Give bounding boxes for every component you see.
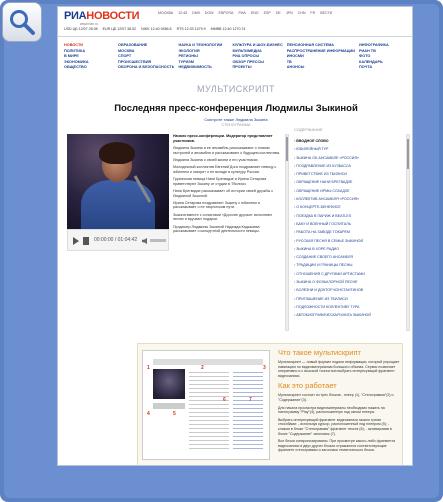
help-heading-how: Как это работает — [278, 381, 337, 391]
stop-icon[interactable] — [83, 237, 89, 245]
ticker-item[interactable]: CHN — [297, 11, 306, 15]
callout-3: 3 — [263, 365, 266, 371]
ticker-item[interactable]: ВЕСТИ — [320, 11, 333, 15]
contents-panel — [294, 127, 406, 337]
contents-item[interactable]: • ЗЫКИНА В ХОРЕ РАДИО — [294, 245, 406, 253]
volume-slider[interactable] — [150, 239, 166, 242]
currency-ticker — [64, 27, 409, 31]
nav-link[interactable]: КАЛЕНДАРЬ — [359, 59, 383, 64]
help-heading-what: Что такое мультискрипт — [278, 348, 361, 357]
ticker-item: МОСКВА — [158, 11, 174, 15]
play-icon[interactable] — [73, 237, 79, 245]
rate-item: RTS 12:33 1479.9 — [176, 27, 206, 31]
nav-link[interactable]: ЭКОЛОГИЯ — [178, 48, 200, 53]
logo-url: www.rian.ru — [80, 22, 99, 26]
language-bar — [158, 11, 408, 15]
transcript-paragraph[interactable]: Начало пресс-конференции. Модератор представляет участников. — [173, 134, 273, 143]
shot-title-bar — [153, 359, 263, 365]
transcript-paragraph[interactable]: Ирина Сетарова поздравляет Зыкину с юбилеем и рассказывает о ее творческом пути. — [173, 200, 260, 210]
nav-link[interactable]: КУЛЬТУРА И ШОУ-БИЗНЕС — [232, 43, 283, 47]
nav-link[interactable]: ОБОРОНА И БЕЗОПАСНОСТЬ — [118, 65, 175, 70]
nav-link[interactable]: ОБЩЕСТВО — [64, 65, 87, 70]
transcript-label: СТЕНОГРАММА — [221, 123, 251, 127]
ticker-item[interactable]: ENG — [250, 11, 259, 15]
contents-heading: СОДЕРЖАНИЕ — [294, 127, 323, 132]
nav-link[interactable]: ИНФОГРАФИКА — [359, 43, 389, 47]
rate-item: EUR ЦБ 12/07 38.52 — [102, 27, 137, 31]
section-title: МУЛЬТИСКРИПТ — [197, 84, 275, 94]
contents-item[interactable]: • ЗЫКИНА О ФОЛЬКЛОРНОЙ ПЕСНЕ — [294, 278, 406, 286]
ticker-item[interactable]: JPN — [285, 11, 293, 15]
ticker-item[interactable]: FR — [310, 11, 316, 15]
contents-item[interactable]: • ОБРАЩЕНИЕ НАНИ БРЕГВАДЗЕ — [294, 178, 406, 186]
callout-7: 7 — [249, 397, 252, 403]
ticker-item[interactable]: DOW — [204, 11, 214, 15]
transcript-text[interactable] — [173, 134, 283, 331]
nav-link[interactable]: ПРОЕКТЫ — [232, 65, 252, 70]
contents-item[interactable]: • ПОЕЗДКА В ПАРИЖ И BEATLES — [294, 212, 406, 220]
nav-link[interactable]: ПОЛИТИКА — [64, 48, 86, 53]
transcript-paragraph[interactable]: Нани Брегвадзе рассказывает об истории своей дружбы с Людмилой Зыкиной. — [173, 188, 274, 198]
shot-video — [153, 369, 185, 399]
contents-item[interactable]: • ТРАДИЦИИ И ГРАНИЦЫ ПЕСНЫ — [294, 261, 406, 269]
contents-item[interactable]: • ВВОДНОЕ СЛОВО — [294, 137, 406, 145]
contents-item[interactable]: • ПОЗДРАВЛЕНИЕ ИЗ КУЗБАССА — [294, 162, 406, 170]
nav-link[interactable]: ПРОИСШЕСТВИЯ — [118, 59, 152, 64]
player-controls — [67, 229, 169, 251]
help-text — [278, 348, 400, 464]
help-paragraph: Все блоки синхронизированы. При просмотре какого-либо фрагмента видеозаписи в двух других блоках отражаются соответствующие фрагмент стенограммы и заголовок тематического блока. — [278, 439, 395, 453]
help-paragraph: Мультискрипт состоит из трех блоков - плеер (1), "Стенограмма"(2) и "Содержание"(3). — [278, 393, 394, 402]
contents-item[interactable]: • КОЛЛЕКТИВ АНСАМБЛЯ «РОССИЯ» — [294, 195, 406, 203]
callout-5: 5 — [173, 411, 176, 417]
contents-item[interactable]: • БАКУ И ВОЕННЫЙ ГОСПИТАЛЬ — [294, 220, 406, 228]
ticker-item[interactable]: РИА — [238, 11, 246, 15]
help-paragraph: Выбрать интересующий фрагмент видеозаписи можно тремя способами: - используя курсор, расположенный под плеером (5); - кликом в блоке "Стенограмма" фрагмент текста (6); - активировав в блоке "Содержание" заголовок (7). — [278, 417, 392, 436]
nav-link[interactable]: В МИРЕ — [64, 54, 79, 59]
shot-transcript — [189, 369, 229, 449]
article-title: Последняя пресс-конференция Людмилы Зыкиной — [114, 103, 358, 114]
transcript-paragraph[interactable]: Молодежный коллектив Евгений Дога поздравляет певицу с юбилеем и говорит о ее вкладе в культуру России. — [173, 165, 277, 174]
nav-link[interactable]: МУЛЬТИМЕДИА — [232, 48, 262, 53]
transcript-paragraph[interactable]: Зыкина вместе с солистами «Дорогие друзья» исполняют песню и вручают подарки. — [173, 212, 273, 222]
contents-item[interactable]: • АВТОБИОГРАФИЧЕСКАЯ КНИГА ЗЫКИНОЙ — [294, 311, 406, 319]
callout-2: 2 — [201, 365, 204, 371]
related-link[interactable]: Смотрите также Людмила Зыкина — [204, 117, 268, 122]
magnifier-icon — [8, 8, 36, 36]
nav-link[interactable]: ОБЗОР ПРЕССЫ — [232, 59, 264, 64]
nav-column — [118, 43, 174, 81]
nav-link[interactable]: СПОРТ — [118, 54, 132, 59]
nav-link[interactable]: НЕДВИЖИМОСТЬ — [178, 65, 212, 70]
rate-item: MMBB 12:40 1270.74 — [210, 27, 246, 31]
nav-link[interactable]: РИА ОПРОСЫ — [232, 54, 260, 59]
main-navigation — [64, 43, 409, 81]
transcript-paragraph[interactable]: Грузинская певица Нани Брегвадзе и Ирина Сетарова приветствуют Зыкину от студии в Тбилиси. — [173, 176, 267, 186]
ticker-item[interactable]: ESP — [263, 11, 271, 15]
nav-column — [287, 43, 355, 81]
nav-link[interactable]: ОБРАЗОВАНИЕ — [118, 43, 148, 47]
nav-link[interactable]: ТУРИЗМ — [178, 59, 194, 64]
nav-link[interactable]: ЭКОНОМИКА — [64, 59, 89, 64]
nav-column — [178, 43, 228, 81]
contents-item[interactable]: • ПРИГЛАШЕНИЕ ИЗ ТБИЛИСИ — [294, 295, 406, 303]
nav-link[interactable]: ТВ — [286, 59, 292, 64]
nav-column — [232, 43, 282, 81]
rate-item: USD ЦБ 12/07 28.98 — [64, 27, 98, 31]
nav-column — [64, 43, 114, 81]
transcript-scrollbar[interactable] — [285, 134, 289, 331]
nav-link[interactable]: РАСПРОСТРАНЕНИЕ ИНФОРМАЦИИ — [286, 48, 355, 53]
help-paragraph: Мультискрипт — новый формат подачи информации, который упрощает навигацию по видеоматериалам большого объема. Сервис позволяет оперативно и с высокой точностью выбрать интересующий фрагмент видеозаписи. — [278, 360, 400, 378]
video-person-hair — [99, 142, 135, 164]
video-player[interactable] — [67, 134, 169, 229]
web-page — [57, 6, 413, 466]
shot-contents — [233, 369, 263, 449]
contents-item[interactable]: • ПРИВЕТСТВИЕ ИЗ ТБИЛИСИ — [294, 170, 406, 178]
help-paragraph: Для начала просмотра видеоматериалы необходимо нажать на пиктограмму "Play"(4), расположенную под окном плеера. — [278, 405, 385, 415]
scroll-thumb[interactable] — [407, 139, 409, 169]
nav-link[interactable]: РЕГИОНЫ — [178, 54, 198, 59]
help-screenshot — [142, 350, 270, 460]
contents-scrollbar[interactable] — [406, 134, 410, 331]
logo-novosti: НОВОСТИ — [86, 10, 140, 22]
nav-link[interactable]: МОСКВА — [118, 48, 135, 53]
callout-1: 1 — [147, 365, 150, 371]
ticker-item: 12:45 — [178, 11, 188, 15]
rate-item: NIKK 12:40 9456.8 — [141, 27, 172, 31]
volume-icon[interactable] — [142, 238, 147, 244]
logo-ria: РИА — [64, 10, 87, 22]
nav-link[interactable]: АНОНСЫ — [286, 65, 305, 70]
contents-item[interactable]: • РУССКАЯ ПЕСНЯ В СЕМЬЕ ЗЫКИНОЙ — [294, 237, 406, 245]
nav-link[interactable]: РИАН ТВ — [359, 48, 376, 53]
transcript-paragraph[interactable]: Продюсер Людмилы Зыкиной Надежда Кадышева рассказывает о концертной деятельности певицы. — [173, 224, 260, 234]
playback-time: 00:00:00 / 01:04:42 — [94, 237, 138, 243]
transcript-paragraph[interactable]: Людмила Зыкина и ее ансамбль рассказывают о планах гастролей и ансамбля и рассказывают о будущем коллектива. — [173, 145, 280, 155]
contents-item[interactable]: • О КОНЦЕРТЕ-БЕНЕФИСЕ — [294, 203, 406, 211]
contents-item[interactable]: • ЗЫКИНА ОБ АНСАМБЛЕ «РОССИЯ» — [294, 154, 406, 162]
contents-item[interactable]: • БОЛЕЗНИ И ДОКТОР КОНСТАНТИНОВ — [294, 286, 406, 294]
nav-link[interactable]: НОВОСТИ — [64, 43, 83, 47]
contents-item[interactable]: • РАБОТА НА ЗАВОДЕ ТОКАРЕМ — [294, 228, 406, 236]
nav-link[interactable]: НАУКА И ТЕХНОЛОГИИ — [178, 43, 223, 47]
ticker-item[interactable]: ЕВРОПА — [218, 11, 234, 15]
scroll-thumb[interactable] — [286, 137, 288, 161]
callout-6: 6 — [223, 397, 226, 403]
contents-item[interactable]: • ОТНОШЕНИЯ С ДРУГИМИ АРТИСТАМИ — [294, 270, 406, 278]
contents-item[interactable]: • ЮБИЛЕЙНЫЙ ТУР — [294, 145, 406, 153]
nav-link[interactable]: ФОТО — [359, 54, 371, 59]
nav-link[interactable]: ПОЧТА — [359, 65, 373, 70]
nav-link[interactable]: ПЕНСИОННАЯ СИСТЕМА — [286, 43, 335, 47]
ticker-item[interactable]: DE — [275, 11, 281, 15]
nav-column — [359, 43, 409, 81]
nav-link[interactable]: ИНОСМИ — [286, 54, 304, 59]
site-logo[interactable] — [64, 10, 139, 22]
magnifier-button[interactable] — [2, 2, 42, 42]
ticker-item: DM9 — [192, 11, 200, 15]
contents-item[interactable]: • ПОДЛОЖНОСТИ КОЛЛЕКТИВУ ТУРА — [294, 303, 406, 311]
callout-4: 4 — [147, 411, 150, 417]
site-header — [58, 7, 413, 37]
video-person-body — [81, 180, 155, 229]
help-panel — [137, 343, 403, 466]
contents-item[interactable]: • ОБРАЩЕНИЕ ИРМЫ СОХАДЗЕ — [294, 187, 406, 195]
contents-item[interactable]: • СОЗДАНИЕ СВОЕГО АНСАМБЛЯ — [294, 253, 406, 261]
shot-player-bar — [153, 403, 185, 409]
transcript-paragraph[interactable]: Людмила Зыкина о своей жизни и его участниках. — [173, 157, 259, 162]
